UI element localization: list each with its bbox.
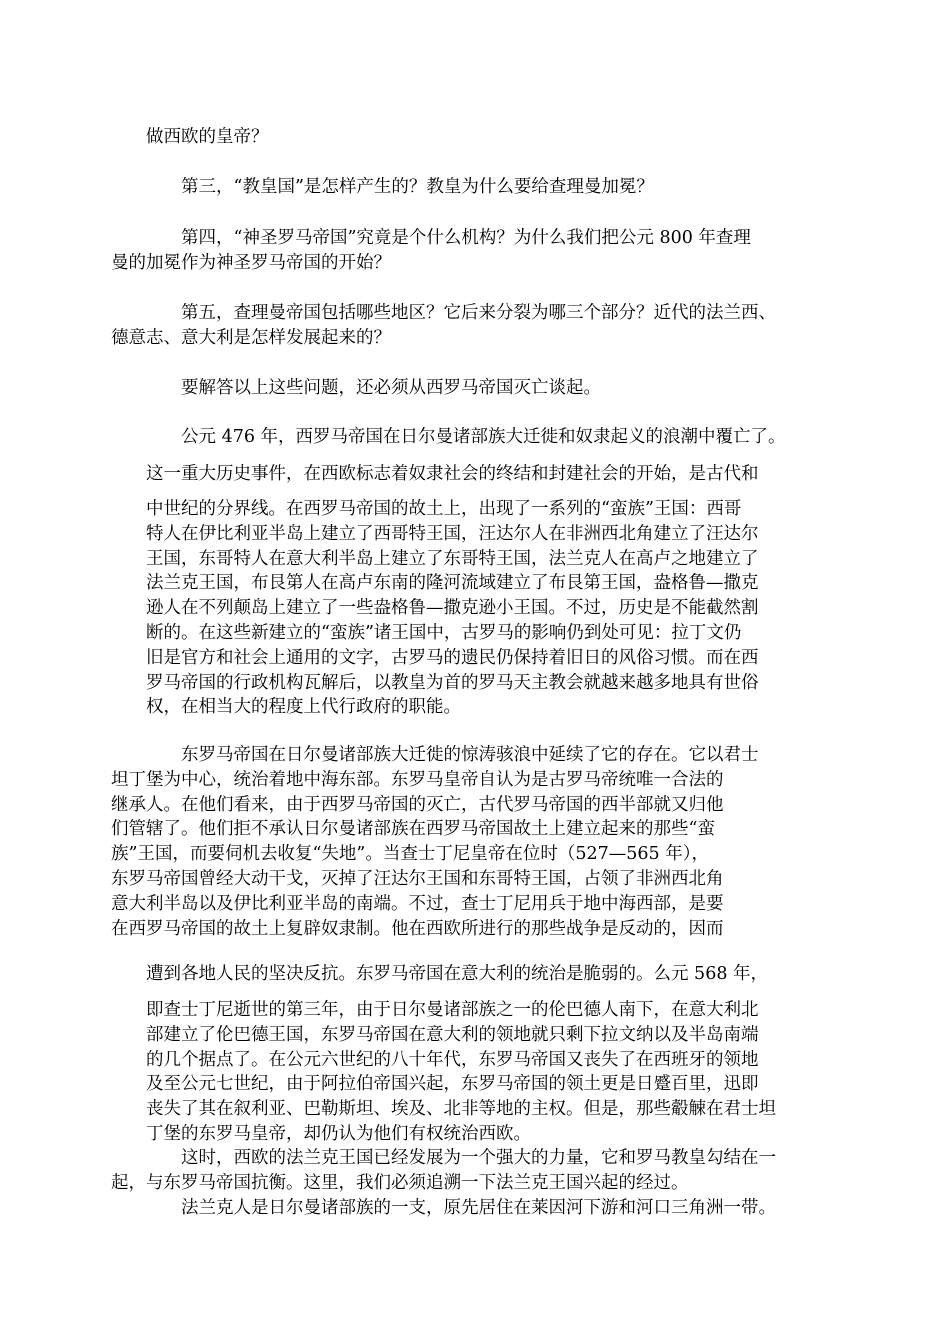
paragraph-568-line — [146, 962, 816, 987]
text-line: 逊人在不列颠岛上建立了一些盎格鲁—撒克逊小王国。不过，历史是不能截然割 — [146, 598, 759, 619]
text-line: 权，在相当大的程度上代行政府的职能。 — [146, 697, 461, 718]
paragraph-question-4 — [111, 226, 816, 276]
paragraph-barbarian-kingdoms — [146, 497, 816, 720]
text-line: 即查士丁尼逝世的第三年，由于日尔曼诸部族之一的伦巴德人南下，在意大利北 — [146, 1000, 759, 1020]
text-line: 们管辖了。他们拒不承认日尔曼诸部族在西罗马帝国故土上建立起来的那些“蛮 — [111, 819, 715, 840]
paragraph-476-line2 — [146, 462, 816, 487]
paragraph-continuation — [146, 125, 816, 150]
paragraph-frankish-rise — [111, 1146, 816, 1196]
paragraph-question-3 — [146, 175, 816, 200]
text-line: 法兰克王国，布艮第人在高卢东南的隆河流域建立了布艮第王国，盎格鲁—撒克 — [146, 573, 759, 594]
text-line: 丧失了其在叙利亚、巴勒斯坦、埃及、北非等地的主权。但是，那些觳觫在君士坦 — [146, 1099, 776, 1120]
text-line: 意大利半岛以及伊比利亚半岛的南端。不过，查士丁尼用兵于地中海西部，是要 — [111, 893, 724, 914]
text-line: 第三，“教皇国”是怎样产生的？教皇为什么要给查理曼加冕？ — [181, 177, 654, 197]
text-line: 法兰克人是日尔曼诸部族的一支，原先居住在莱因河下游和河口三角洲一带。 — [181, 1198, 776, 1218]
paragraph-franks — [146, 1196, 816, 1221]
text-line: 第四，“神圣罗马帝国”究竟是个什么机构？为什么我们把公元 800 年查理 — [181, 228, 751, 248]
text-line: 罗马帝国的行政机构瓦解后，以教皇为首的罗马天主教会就越来越多地具有世俗 — [146, 672, 759, 693]
text-line: 中世纪的分界线。在西罗马帝国的故土上，出现了一系列的“蛮族”王国：西哥 — [146, 499, 742, 519]
text-line: 王国，东哥特人在意大利半岛上建立了东哥特王国，法兰克人在高卢之地建立了 — [146, 548, 759, 569]
text-line: 东罗马帝国曾经大动干戈，灭掉了汪达尔王国和东哥特王国，占领了非洲西北角 — [111, 868, 724, 889]
text-line: 断的。在这些新建立的“蛮族”诸王国中，古罗马的影响仍到处可见：拉丁文仍 — [146, 622, 742, 643]
paragraph-lombards — [146, 998, 816, 1147]
text-line: 起，与东罗马帝国抗衡。这里，我们必须追溯一下法兰克王国兴起的经过。 — [111, 1172, 689, 1193]
paragraph-intro — [146, 376, 816, 401]
text-line: 旧是官方和社会上通用的文字，古罗马的遗民仍保持着旧日的风俗习惯。而在西 — [146, 647, 759, 668]
paragraph-eastern-empire — [111, 743, 816, 941]
paragraph-question-5 — [111, 301, 816, 351]
text-line: 在西罗马帝国的故土上复辟奴隶制。他在西欧所进行的那些战争是反动的，因而 — [111, 918, 724, 939]
text-line: 这时，西欧的法兰克王国已经发展为一个强大的力量，它和罗马教皇勾结在一 — [181, 1148, 776, 1168]
text-line: 这一重大历史事件，在西欧标志着奴隶社会的终结和封建社会的开始，是古代和 — [146, 464, 759, 484]
text-line: 丁堡的东罗马皇帝，却仍认为他们有权统治西欧。 — [146, 1123, 531, 1144]
text-line: 做西欧的皇帝？ — [146, 127, 269, 147]
text-line: 继承人。在他们看来，由于西罗马帝国的灭亡，古代罗马帝国的西半部就又归他 — [111, 794, 724, 815]
text-line: 东罗马帝国在日尔曼诸部族大迁徙的惊涛骇浪中延续了它的存在。它以君士 — [181, 745, 759, 765]
text-line: 德意志、意大利是怎样发展起来的？ — [111, 327, 391, 348]
text-line: 第五，查理曼帝国包括哪些地区？它后来分裂为哪三个部分？近代的法兰西、 — [181, 303, 776, 323]
text-line: 要解答以上这些问题，还必须从西罗马帝国灭亡谈起。 — [181, 378, 601, 398]
text-line: 公元 476 年，西罗马帝国在日尔曼诸部族大迁徙和奴隶起义的浪潮中覆亡了。 — [181, 427, 786, 447]
text-line: 曼的加冕作为神圣罗马帝国的开始？ — [111, 252, 391, 273]
text-line: 部建立了伦巴德王国，东罗马帝国在意大利的领地就只剩下拉文纳以及半岛南端 — [146, 1024, 759, 1045]
text-line: 坦丁堡为中心，统治着地中海东部。东罗马皇帝自认为是古罗马帝统唯一合法的 — [111, 769, 724, 790]
paragraph-476-start — [146, 425, 816, 450]
text-line: 的几个据点了。在公元六世纪的八十年代，东罗马帝国又丧失了在西班牙的领地 — [146, 1049, 759, 1070]
text-line: 族”王国，而要伺机去收复“失地”。当查士丁尼皇帝在位时（527—565 年）， — [111, 844, 709, 865]
text-line: 及至公元七世纪，由于阿拉伯帝国兴起，东罗马帝国的领土更是日蹙百里，迅即 — [146, 1074, 759, 1095]
text-line: 遭到各地人民的坚决反抗。东罗马帝国在意大利的统治是脆弱的。么元 568 年， — [146, 964, 769, 984]
text-line: 特人在伊比利亚半岛上建立了西哥特王国，汪达尔人在非洲西北角建立了汪达尔 — [146, 523, 759, 544]
